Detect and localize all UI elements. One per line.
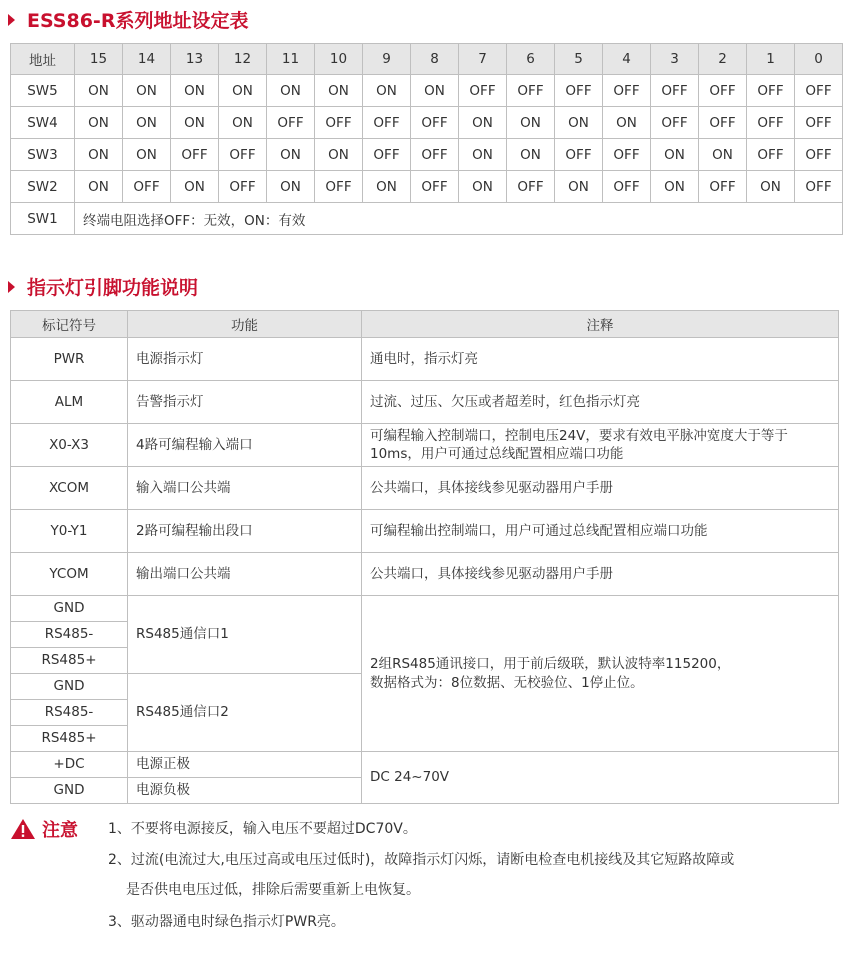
function-cell: 2路可编程输出段口 <box>128 510 362 553</box>
header-cell: 注释 <box>362 311 839 338</box>
table-row-sw1 <box>11 203 843 235</box>
header-cell: 功能 <box>128 311 362 338</box>
table-cell: ON <box>123 139 171 171</box>
header-cell: 标记符号 <box>11 311 128 338</box>
table-row <box>11 338 839 381</box>
table-cell: SW3 <box>11 139 75 171</box>
symbol-cell: PWR <box>11 338 128 381</box>
symbol-cell: YCOM <box>11 553 128 596</box>
table-cell: ON <box>75 139 123 171</box>
table-row <box>11 107 843 139</box>
note-cell: 可编程输入控制端口，控制电压24V，要求有效电平脉冲宽度大于等于10ms，用户可通过总线配置相应端口功能 <box>362 424 839 467</box>
symbol-cell: ALM <box>11 381 128 424</box>
table-cell: OFF <box>507 171 555 203</box>
table-cell: ON <box>363 75 411 107</box>
table-cell: SW1 <box>11 203 75 235</box>
rs485-note-line: 数据格式为：8位数据、无校验位、1停止位。 <box>370 674 644 691</box>
header-cell: 10 <box>315 44 363 75</box>
table-cell: OFF <box>219 171 267 203</box>
table-cell: OFF <box>747 139 795 171</box>
table-cell: OFF <box>267 107 315 139</box>
table-cell: OFF <box>795 75 843 107</box>
table-cell: ON <box>75 171 123 203</box>
table-cell: OFF <box>507 75 555 107</box>
header-cell: 13 <box>171 44 219 75</box>
table-cell: ON <box>171 75 219 107</box>
function-cell: RS485通信口1 <box>128 596 362 674</box>
symbol-cell: RS485- <box>11 700 128 726</box>
header-cell: 1 <box>747 44 795 75</box>
table-row <box>11 596 839 622</box>
header-cell: 15 <box>75 44 123 75</box>
table-row <box>11 424 839 467</box>
table-cell: ON <box>459 107 507 139</box>
pin-table-title-text: 指示灯引脚功能说明 <box>27 277 199 299</box>
table-cell: ON <box>75 75 123 107</box>
triangle-bullet-icon <box>8 281 15 293</box>
header-cell: 9 <box>363 44 411 75</box>
table-cell: OFF <box>411 107 459 139</box>
table-cell: OFF <box>699 75 747 107</box>
table-cell: OFF <box>603 139 651 171</box>
table-cell: ON <box>555 171 603 203</box>
table-row <box>11 553 839 596</box>
table-cell: ON <box>459 171 507 203</box>
table-cell: ON <box>459 139 507 171</box>
symbol-cell: GND <box>11 778 128 804</box>
notice-line: 2、过流(电流过大,电压过高或电压过低时)，故障指示灯闪烁，请断电检查电机接线及其它短路故障或 <box>108 852 735 868</box>
warning-triangle-icon <box>10 818 36 840</box>
table-cell: OFF <box>315 171 363 203</box>
header-cell: 7 <box>459 44 507 75</box>
function-cell: 电源正极 <box>128 752 362 778</box>
function-cell: 告警指示灯 <box>128 381 362 424</box>
table-cell: OFF <box>603 171 651 203</box>
table-cell: ON <box>411 75 459 107</box>
note-cell: 公共端口，具体接线参见驱动器用户手册 <box>362 467 839 510</box>
table-cell: OFF <box>459 75 507 107</box>
notice-line: 1、不要将电源接反，输入电压不要超过DC70V。 <box>108 821 417 837</box>
table-cell: OFF <box>411 139 459 171</box>
triangle-bullet-icon <box>8 14 15 26</box>
table-cell: OFF <box>411 171 459 203</box>
header-cell: 0 <box>795 44 843 75</box>
symbol-cell: Y0-Y1 <box>11 510 128 553</box>
address-table <box>10 43 843 235</box>
note-cell: 通电时，指示灯亮 <box>362 338 839 381</box>
table-cell: OFF <box>555 139 603 171</box>
symbol-cell: +DC <box>11 752 128 778</box>
table-cell: OFF <box>747 107 795 139</box>
pin-header-row <box>11 311 839 338</box>
address-table-title-text: ESS86-R系列地址设定表 <box>27 10 249 32</box>
header-cell: 8 <box>411 44 459 75</box>
address-table-title <box>8 6 248 33</box>
table-cell: ON <box>267 171 315 203</box>
function-cell: 电源指示灯 <box>128 338 362 381</box>
table-cell: ON <box>219 75 267 107</box>
symbol-cell: X0-X3 <box>11 424 128 467</box>
header-cell: 地址 <box>11 44 75 75</box>
table-row <box>11 75 843 107</box>
symbol-cell: GND <box>11 596 128 622</box>
header-cell: 5 <box>555 44 603 75</box>
table-cell: SW5 <box>11 75 75 107</box>
function-cell: RS485通信口2 <box>128 674 362 752</box>
table-cell: OFF <box>363 139 411 171</box>
table-cell: ON <box>315 139 363 171</box>
symbol-cell: GND <box>11 674 128 700</box>
header-cell: 6 <box>507 44 555 75</box>
table-cell: ON <box>747 171 795 203</box>
note-cell: 过流、过压、欠压或者超差时，红色指示灯亮 <box>362 381 839 424</box>
note-cell <box>362 596 839 752</box>
table-row <box>11 752 839 778</box>
table-cell: OFF <box>219 139 267 171</box>
function-cell: 输出端口公共端 <box>128 553 362 596</box>
table-cell: ON <box>555 107 603 139</box>
table-cell: ON <box>507 139 555 171</box>
symbol-cell: RS485+ <box>11 726 128 752</box>
symbol-cell: RS485- <box>11 622 128 648</box>
header-cell: 2 <box>699 44 747 75</box>
table-cell: ON <box>267 75 315 107</box>
note-cell: 可编程输出控制端口，用户可通过总线配置相应端口功能 <box>362 510 839 553</box>
table-cell: OFF <box>171 139 219 171</box>
notice-label: 注意 <box>42 820 78 841</box>
function-cell: 电源负极 <box>128 778 362 804</box>
table-cell: OFF <box>651 107 699 139</box>
function-cell: 输入端口公共端 <box>128 467 362 510</box>
sw1-note: 终端电阻选择OFF：无效，ON：有效 <box>75 203 843 235</box>
table-cell: OFF <box>363 107 411 139</box>
notice-heading <box>10 816 78 842</box>
table-cell: ON <box>651 171 699 203</box>
table-cell: OFF <box>699 107 747 139</box>
header-cell: 14 <box>123 44 171 75</box>
table-cell: OFF <box>795 139 843 171</box>
table-cell: OFF <box>699 171 747 203</box>
table-cell: ON <box>75 107 123 139</box>
table-cell: OFF <box>795 107 843 139</box>
table-row <box>11 510 839 553</box>
pin-table-title <box>8 273 198 300</box>
table-cell: ON <box>267 139 315 171</box>
table-cell: OFF <box>651 75 699 107</box>
table-cell: ON <box>171 171 219 203</box>
notice-line: 是否供电电压过低，排除后需要重新上电恢复。 <box>126 882 420 898</box>
table-cell: ON <box>699 139 747 171</box>
note-cell: 公共端口，具体接线参见驱动器用户手册 <box>362 553 839 596</box>
table-cell: ON <box>507 107 555 139</box>
table-cell: ON <box>171 107 219 139</box>
symbol-cell: XCOM <box>11 467 128 510</box>
header-cell: 11 <box>267 44 315 75</box>
header-cell: 12 <box>219 44 267 75</box>
table-cell: OFF <box>603 75 651 107</box>
table-cell: ON <box>123 75 171 107</box>
table-cell: OFF <box>795 171 843 203</box>
table-cell: ON <box>315 75 363 107</box>
table-cell: SW4 <box>11 107 75 139</box>
table-row <box>11 171 843 203</box>
notice-line: 3、驱动器通电时绿色指示灯PWR亮。 <box>108 914 345 930</box>
table-cell: OFF <box>555 75 603 107</box>
table-cell: ON <box>651 139 699 171</box>
table-cell: OFF <box>123 171 171 203</box>
table-cell: ON <box>603 107 651 139</box>
table-cell: OFF <box>747 75 795 107</box>
table-cell: OFF <box>315 107 363 139</box>
header-cell: 4 <box>603 44 651 75</box>
note-cell: DC 24~70V <box>362 752 839 804</box>
table-row <box>11 381 839 424</box>
symbol-cell: RS485+ <box>11 648 128 674</box>
pin-function-table <box>10 310 839 804</box>
address-header-row <box>11 44 843 75</box>
table-row <box>11 467 839 510</box>
rs485-note-line: 2组RS485通讯接口，用于前后级联，默认波特率115200， <box>370 656 731 673</box>
table-cell: ON <box>123 107 171 139</box>
function-cell: 4路可编程输入端口 <box>128 424 362 467</box>
table-cell: SW2 <box>11 171 75 203</box>
table-row <box>11 139 843 171</box>
table-cell: ON <box>219 107 267 139</box>
header-cell: 3 <box>651 44 699 75</box>
table-cell: ON <box>363 171 411 203</box>
